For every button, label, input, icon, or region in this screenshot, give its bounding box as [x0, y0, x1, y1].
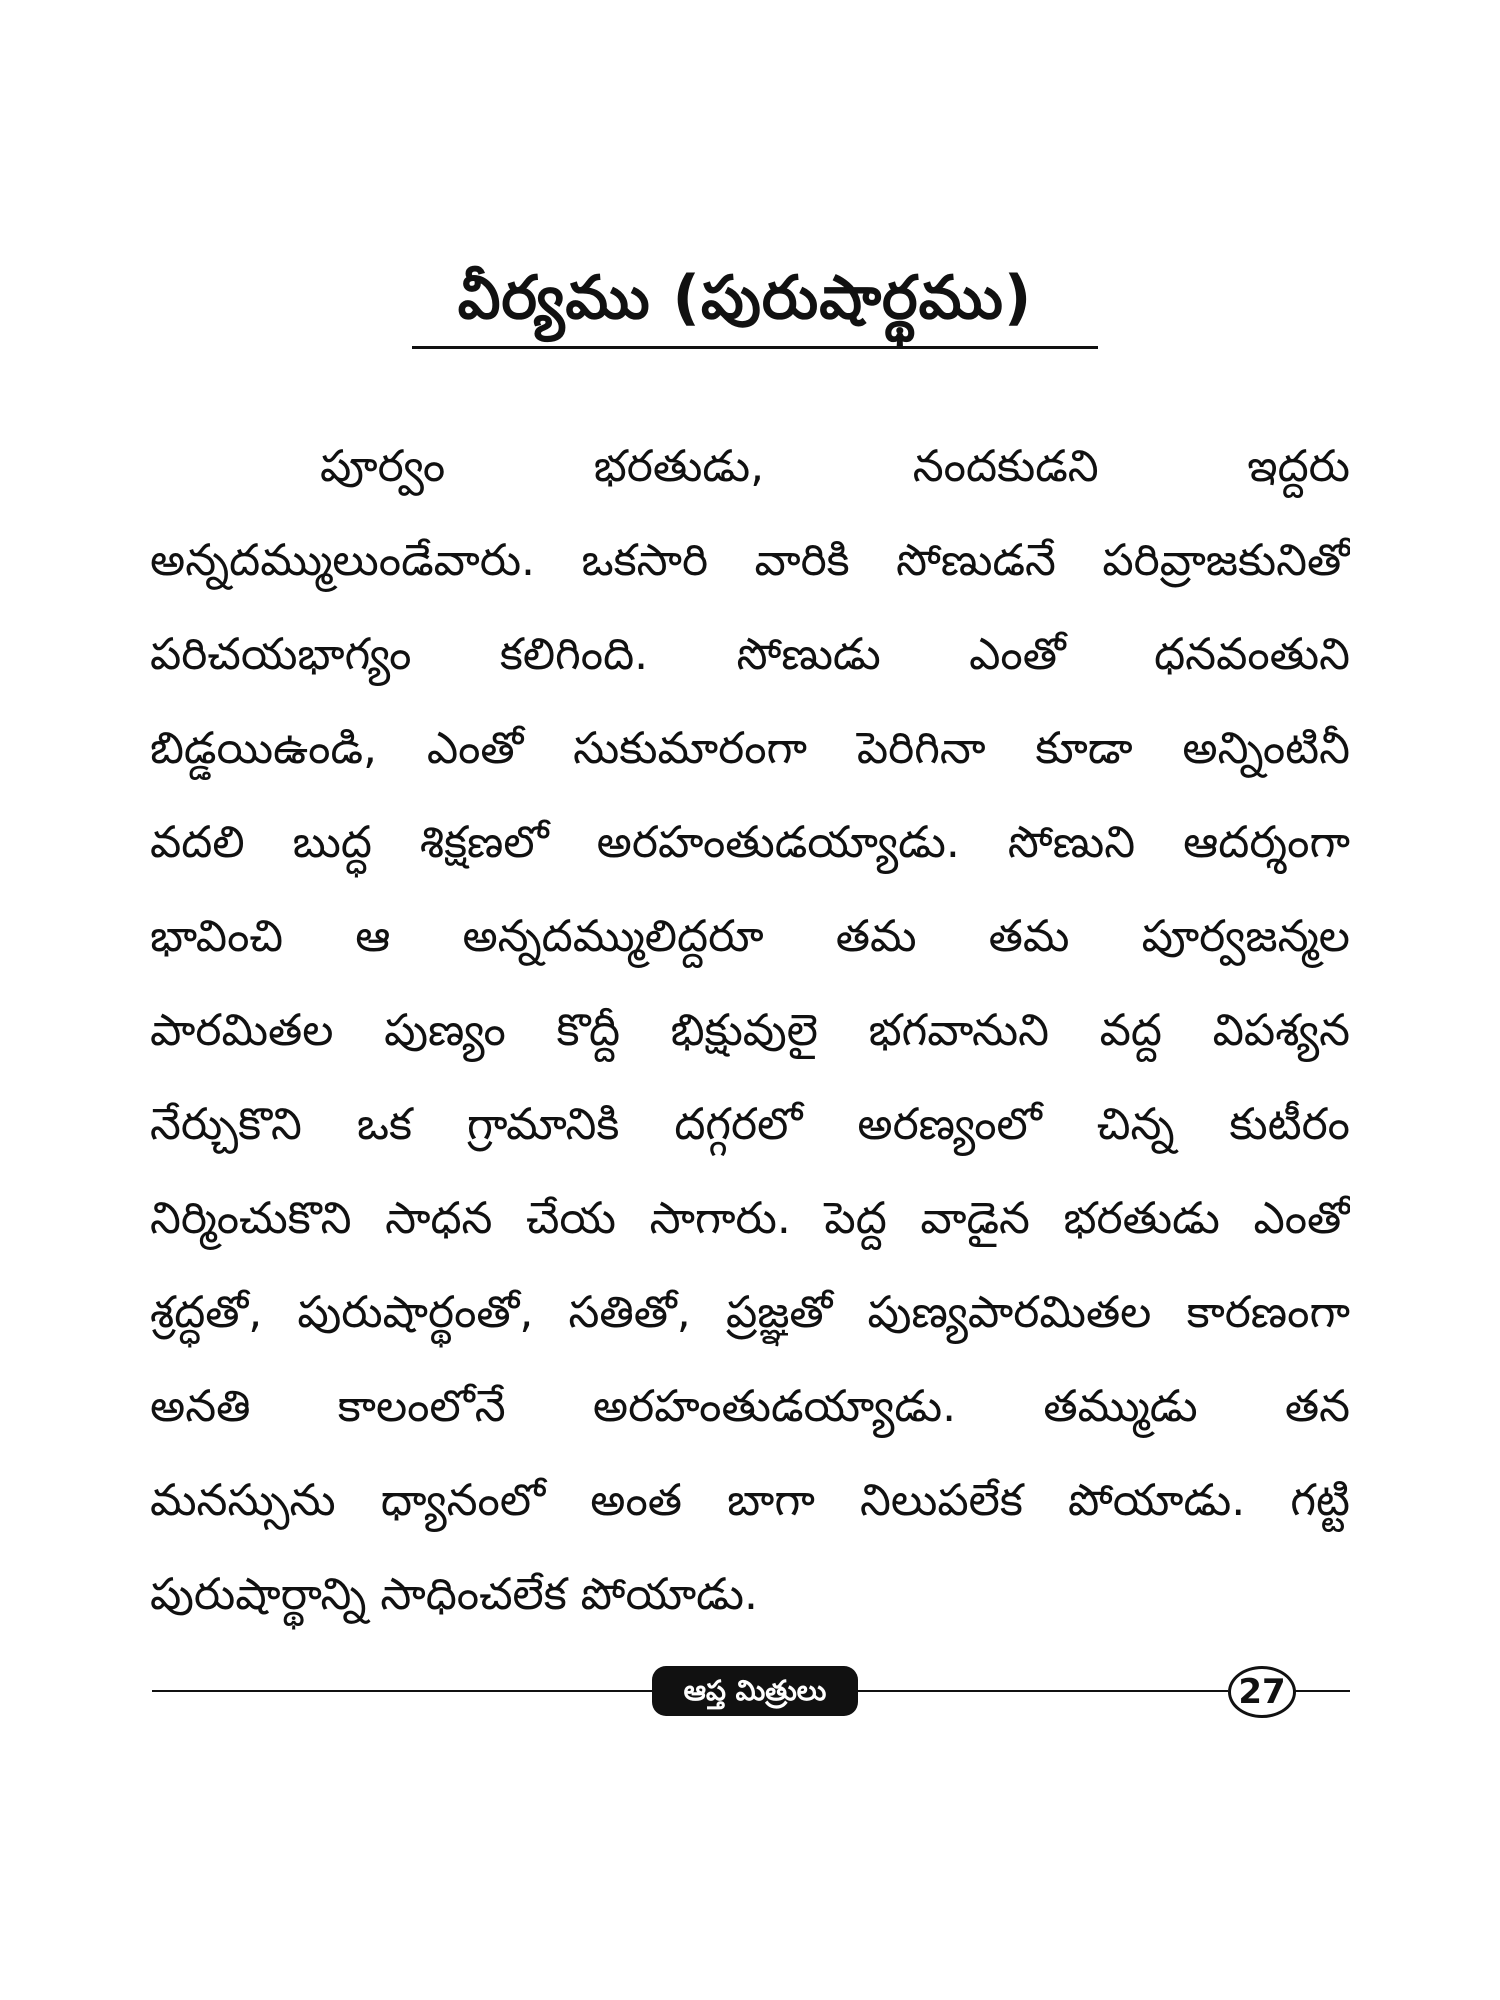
paragraph-line: పారమితల పుణ్యం కొద్దీ భిక్షువులై భగవానుని వద్ద విపశ్యన — [150, 1005, 1350, 1056]
paragraph-line: పూర్వం భరతుడు, నందకుడని ఇద్దరు — [320, 441, 1350, 492]
paragraph-line: అనతి కాలంలోనే అరహంతుడయ్యాడు. తమ్ముడు తన — [150, 1381, 1350, 1432]
paragraph-line: నేర్చుకొని ఒక గ్రామానికి దగ్గరలో అరణ్యంలో చిన్న కుటీరం — [150, 1099, 1350, 1150]
footer-rule — [1294, 1690, 1350, 1692]
paragraph-line: అన్నదమ్ములుండేవారు. ఒకసారి వారికి సోణుడనే పరివ్రాజకునితో — [150, 535, 1350, 586]
footer-rule — [858, 1690, 1228, 1692]
chapter-title: వీర్యము (పురుషార్థము) — [457, 263, 1033, 333]
title-underline — [412, 346, 1098, 349]
paragraph-line: బిడ్డయిఉండి, ఎంతో సుకుమారంగా పెరిగినా కూడా అన్నింటినీ — [150, 723, 1350, 774]
paragraph-line: మనస్సును ధ్యానంలో అంత బాగా నిలుపలేక పోయాడు. గట్టి — [150, 1475, 1350, 1526]
footer-rule — [152, 1690, 652, 1692]
paragraph-line: నిర్మించుకొని సాధన చేయ సాగారు. పెద్ద వాడైన భరతుడు ఎంతో — [150, 1193, 1350, 1244]
paragraph-line: పరిచయభాగ్యం కలిగింది. సోణుడు ఎంతో ధనవంతుని — [150, 629, 1350, 680]
paragraph-line: భావించి ఆ అన్నదమ్ములిద్దరూ తమ తమ పూర్వజన్మల — [150, 911, 1350, 962]
paragraph-line: పురుషార్థాన్ని సాధించలేక పోయాడు. — [150, 1569, 758, 1620]
footer-book-title: ఆప్త మిత్రులు — [652, 1666, 858, 1716]
body-paragraph — [150, 420, 1350, 1642]
page-number: 27 — [1228, 1666, 1296, 1718]
paragraph-line: శ్రద్ధతో, పురుషార్థంతో, సతితో, ప్రజ్ఞతో పుణ్యపారమితల కారణంగా — [150, 1287, 1350, 1338]
paragraph-line: వదలి బుద్ధ శిక్షణలో అరహంతుడయ్యాడు. సోణుని ఆదర్శంగా — [150, 817, 1350, 868]
